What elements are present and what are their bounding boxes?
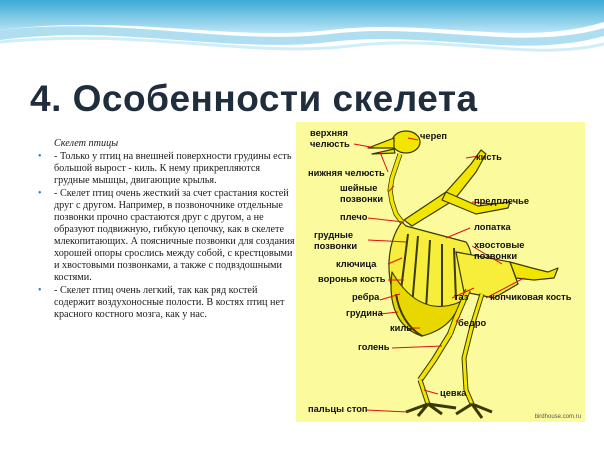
text-column bbox=[38, 138, 296, 322]
subtitle: Скелет птицы bbox=[54, 138, 119, 149]
label-pelvis: таз bbox=[454, 292, 469, 302]
bullet-icon: • bbox=[38, 188, 42, 199]
label-toes: пальцы стоп bbox=[308, 404, 368, 414]
label-blade: лопатка bbox=[474, 222, 511, 232]
label-femur: бедро bbox=[458, 318, 487, 328]
paragraph-text: - Скелет птиц очень легкий, так как ряд костей содержит воздухоносные полости. В костях птиц нет красного костного мозга, как у нас. bbox=[54, 285, 285, 320]
label-shoulder: плечо bbox=[340, 212, 368, 222]
bullet-paragraph bbox=[38, 151, 296, 187]
label-furcula: воронья кость bbox=[318, 274, 386, 284]
label-shin: голень bbox=[358, 342, 390, 352]
bullet-icon: • bbox=[38, 285, 42, 296]
label-forearm: предплечье bbox=[474, 196, 529, 206]
label-coccyx: копчиковая кость bbox=[490, 292, 572, 302]
label-tarsus: цевка bbox=[440, 388, 467, 398]
header-wave-decoration bbox=[0, 0, 604, 70]
label-tail: хвостовые bbox=[474, 240, 525, 250]
page-title: 4. Особенности скелета bbox=[30, 78, 478, 119]
paragraph-text: - Только у птиц на внешней поверхности грудины есть большой вырост - киль. К нему прикрепляются грудные мышцы, двигающие крылья. bbox=[54, 151, 292, 186]
label-skull: череп bbox=[420, 131, 448, 141]
label-thoracic: грудные bbox=[314, 230, 353, 240]
label-cervical-2: позвонки bbox=[340, 194, 384, 204]
image-credit: birdhouse.com.ru bbox=[534, 414, 581, 420]
bird-skeleton-figure bbox=[296, 122, 585, 422]
label-tail-2: позвонки bbox=[474, 251, 518, 261]
label-collarbone: ключица bbox=[336, 259, 377, 269]
bullet-paragraph bbox=[38, 285, 296, 321]
bullet-paragraph bbox=[38, 188, 296, 284]
label-lower-jaw: нижняя челюсть bbox=[308, 168, 385, 178]
label-hand: кисть bbox=[476, 152, 502, 162]
label-sternum: грудина bbox=[346, 308, 383, 318]
bird-skeleton-drawing bbox=[296, 122, 585, 422]
label-upper-jaw-2: челюсть bbox=[310, 139, 350, 149]
label-thoracic-2: позвонки bbox=[314, 241, 358, 251]
label-ribs: ребра bbox=[352, 292, 380, 302]
label-cervical: шейные bbox=[340, 183, 378, 193]
paragraph-text: - Скелет птиц очень жесткий за счет срастания костей друг с другом. Например, в позвоночнике отдельные позвонки прочно срастаются друг с другом, а не образуют подвижную, гибкую цепочку, как в скелете млекопитающих. А поясничные позвонки для создания хорошей опоры срослись между собой, с крестцовыми и хвостовыми позвонками, а также с подвздошными костями. bbox=[54, 188, 295, 283]
label-keel: киль bbox=[390, 323, 412, 333]
label-upper-jaw: верхняя bbox=[310, 128, 348, 138]
bullet-icon: • bbox=[38, 151, 42, 162]
